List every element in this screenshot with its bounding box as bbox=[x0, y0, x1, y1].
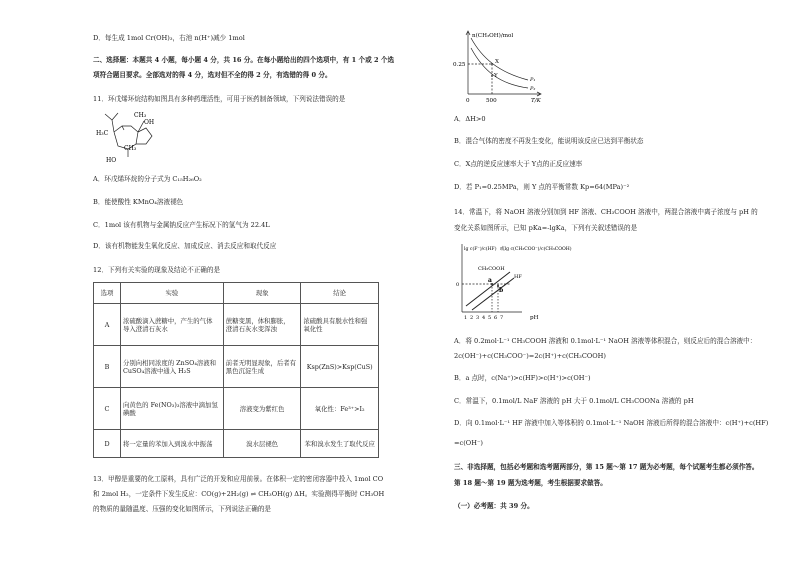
q14-stem-line1: 14．常温下，将 NaOH 溶液分别加到 HF 溶液、CH₃COOH 溶液中，两混合溶液中离子浓度与 pH 的 bbox=[454, 208, 758, 216]
q11-option-c: C．1mol 该有机物与金属钠反应产生标况下的氢气为 22.4L bbox=[93, 221, 270, 229]
q11-option-d: D．该有机物能发生氧化反应、加成反应、消去反应和取代反应 bbox=[93, 242, 277, 250]
graph14-y-zero: 0 bbox=[456, 282, 460, 288]
q11-stem: 11．环戊烯环烷结构如图具有多种药理活性，可用于医药制备领域，下列说法错误的是 bbox=[93, 95, 346, 103]
q12-experiment-table bbox=[93, 282, 379, 458]
graph14-point-a: a bbox=[488, 277, 492, 284]
q14-option-b: B．a 点时，c(Na⁺)>c(HF)>c(H⁺)>c(OH⁻) bbox=[454, 374, 591, 382]
table-row bbox=[94, 346, 379, 388]
row-c-phenomenon: 溶液变为紫红色 bbox=[223, 388, 301, 430]
row-d-experiment: 将一定量的苯加入到溴水中振荡 bbox=[121, 430, 224, 458]
row-c-experiment: 向黄色的 Fe(NO₃)₃溶液中滴加氢 碘酸 bbox=[121, 388, 224, 430]
row-a-phenomenon: 蔗糖变黑，体积膨胀， 澄清石灰水变浑浊 bbox=[223, 304, 301, 346]
q13-graph bbox=[440, 28, 560, 108]
q14-option-a-line1: A．将 0.2mol·L⁻¹ CH₃COOH 溶液和 0.1mol·L⁻¹ NaOH 溶液等体积混合，则反应后的混合溶液中： bbox=[454, 337, 757, 345]
row-b-experiment: 分别向相同浓度的 ZnSO₄溶液和 CuSO₄溶液中通入 H₂S bbox=[121, 346, 224, 388]
graph14-ylabel-right: 或lg c(CH₃COO⁻)/c(CH₃COOH) bbox=[500, 247, 572, 252]
section2-heading-line2: 项符合题目要求。全部选对的得 4 分，选对但不全的得 2 分，有选错的得 0 分。 bbox=[93, 71, 332, 79]
row-a-option: A bbox=[94, 304, 121, 346]
q11-option-b: B．能使酸性 KMnO₄溶液褪色 bbox=[93, 198, 184, 206]
row-c-conclusion: 氧化性：Fe³⁺>I₂ bbox=[301, 388, 379, 430]
graph14-x-tick-5: 5 bbox=[488, 315, 492, 321]
graph14-x-tick-3: 3 bbox=[476, 315, 480, 321]
graph13-point-x: X bbox=[495, 59, 499, 65]
section3-heading-line2: 第 18 题～第 19 题为选考题，考生根据要求做答。 bbox=[454, 479, 607, 487]
row-b-conclusion: Ksp(ZnS)>Ksp(CuS) bbox=[301, 346, 379, 388]
q14-option-d-line2: =c(OH⁻) bbox=[454, 439, 483, 447]
q14-option-a-line2: 2c(OH⁻)+c(CH₃COO⁻)=2c(H⁺)+c(CH₃COOH) bbox=[454, 352, 607, 360]
mol-label-oh: OH bbox=[144, 119, 155, 126]
table-row bbox=[94, 430, 379, 458]
table-row bbox=[94, 304, 379, 346]
graph14-series-hf: HF bbox=[514, 274, 522, 280]
graph13-curve-p1: P₁ bbox=[530, 77, 536, 83]
graph13-y-tick-025: 0.25 bbox=[453, 62, 466, 68]
table-header-row bbox=[94, 283, 379, 304]
q14-graph bbox=[448, 240, 572, 321]
q10-option-d: D．每生成 1mol Cr(OH)₃，右池 n(H⁺)减少 1mol bbox=[93, 34, 245, 42]
graph13-ylabel: n(CH₃OH)/mol bbox=[472, 33, 514, 39]
q14-option-d-line1: D．向 0.1mol·L⁻¹ HF 溶液中加入等体积的 0.1mol·L⁻¹ NaOH 溶液后所得的混合溶液中：c(H⁺)+c(HF) bbox=[454, 419, 769, 427]
q13-option-b: B．混合气体的密度不再发生变化，能说明该反应已达到平衡状态 bbox=[454, 137, 644, 145]
q11-option-a: A．环戊烯环烷的分子式为 C₁₅H₂₆O₂ bbox=[93, 175, 202, 183]
q13-stem-line2: 和 2mol H₂，一定条件下发生反应：CO(g)+2H₂(g) ⇌ CH₃OH(g) ΔH。实验测得平衡时 CH₃OH bbox=[93, 490, 385, 498]
row-d-phenomenon: 溴水层褪色 bbox=[223, 430, 301, 458]
graph14-x-tick-6: 6 bbox=[494, 315, 498, 321]
graph14-x-tick-2: 2 bbox=[470, 315, 474, 321]
q13-stem-line3: 的物质的量随温度、压强的变化如图所示，下列说法正确的是 bbox=[93, 505, 272, 513]
q12-stem: 12．下列有关实验的现象及结论不正确的是 bbox=[93, 266, 221, 274]
graph14-xlabel: pH bbox=[530, 315, 539, 321]
mol-label-h3c: H₃C bbox=[96, 130, 109, 137]
row-c-option: C bbox=[94, 388, 121, 430]
graph14-ylabel-left: lg c(F⁻)/c(HF) bbox=[464, 247, 497, 252]
graph13-point-y: Y bbox=[494, 73, 498, 79]
row-d-conclusion: 苯和溴水发生了取代反应 bbox=[301, 430, 379, 458]
row-a-experiment: 浓硫酸滴入蔗糖中，产生的气体 导入澄清石灰水 bbox=[121, 304, 224, 346]
graph13-xlabel: T/K bbox=[531, 98, 541, 104]
q13-stem-line1: 13．甲醇是重要的化工原料，具有广泛的开发和应用前景。在体积一定的密闭容器中投入 1mol CO bbox=[93, 475, 384, 483]
q14-option-c: C．常温下，0.1mol/L NaF 溶液的 pH 大于 0.1mol/L CH₃COONa 溶液的 pH bbox=[454, 397, 694, 405]
section3-heading-line1: 三、非选择题，包括必考题和选考题两部分，第 15 题～第 17 题为必考题，每个试题考生都必须作答。 bbox=[454, 463, 759, 471]
q13-option-d: D．若 P₁=0.25MPa，则 Y 点的平衡常数 Kp=64(MPa)⁻² bbox=[454, 183, 630, 191]
q13-option-a: A．ΔH>0 bbox=[454, 115, 486, 123]
required-section-heading: （一）必考题：共 39 分。 bbox=[454, 502, 534, 510]
graph13-x-tick-0: 0 bbox=[466, 98, 470, 104]
graph13-curve-p2: P₂ bbox=[530, 86, 536, 92]
mol-label-ho: HO bbox=[106, 157, 117, 164]
graph14-point-b: b bbox=[499, 287, 504, 294]
graph13-x-tick-500: 500 bbox=[486, 98, 497, 104]
mol-label-ch3-top: CH₃ bbox=[134, 112, 147, 119]
mol-label-ch3-bottom: CH₃ bbox=[124, 145, 137, 152]
graph14-x-tick-1: 1 bbox=[464, 315, 468, 321]
section2-heading-line1: 二、选择题：本题共 4 小题，每小题 4 分，共 16 分。在每小题给出的四个选项中，有 1 个或 2 个选 bbox=[93, 56, 395, 64]
graph14-series-ch3cooh: CH₃COOH bbox=[478, 266, 505, 272]
row-b-option: B bbox=[94, 346, 121, 388]
row-a-conclusion: 浓硫酸具有脱水性和强 氧化性 bbox=[301, 304, 379, 346]
row-d-option: D bbox=[94, 430, 121, 458]
q14-stem-line2: 变化关系如图所示，已知 pKa=-lgKa，下列有关叙述错误的是 bbox=[454, 224, 638, 232]
header-option: 选项 bbox=[94, 283, 121, 304]
header-conclusion: 结论 bbox=[301, 283, 379, 304]
table-row bbox=[94, 388, 379, 430]
q13-option-c: C．X点的逆反应速率大于 Y点的正反应速率 bbox=[454, 160, 583, 168]
q11-molecule-structure bbox=[88, 104, 168, 168]
header-phenomenon: 现象 bbox=[223, 283, 301, 304]
graph14-x-tick-4: 4 bbox=[482, 315, 486, 321]
graph14-x-tick-7: 7 bbox=[500, 315, 504, 321]
row-b-phenomenon: 前者无明显现象，后者有 黑色沉淀生成 bbox=[223, 346, 301, 388]
header-experiment: 实验 bbox=[121, 283, 224, 304]
